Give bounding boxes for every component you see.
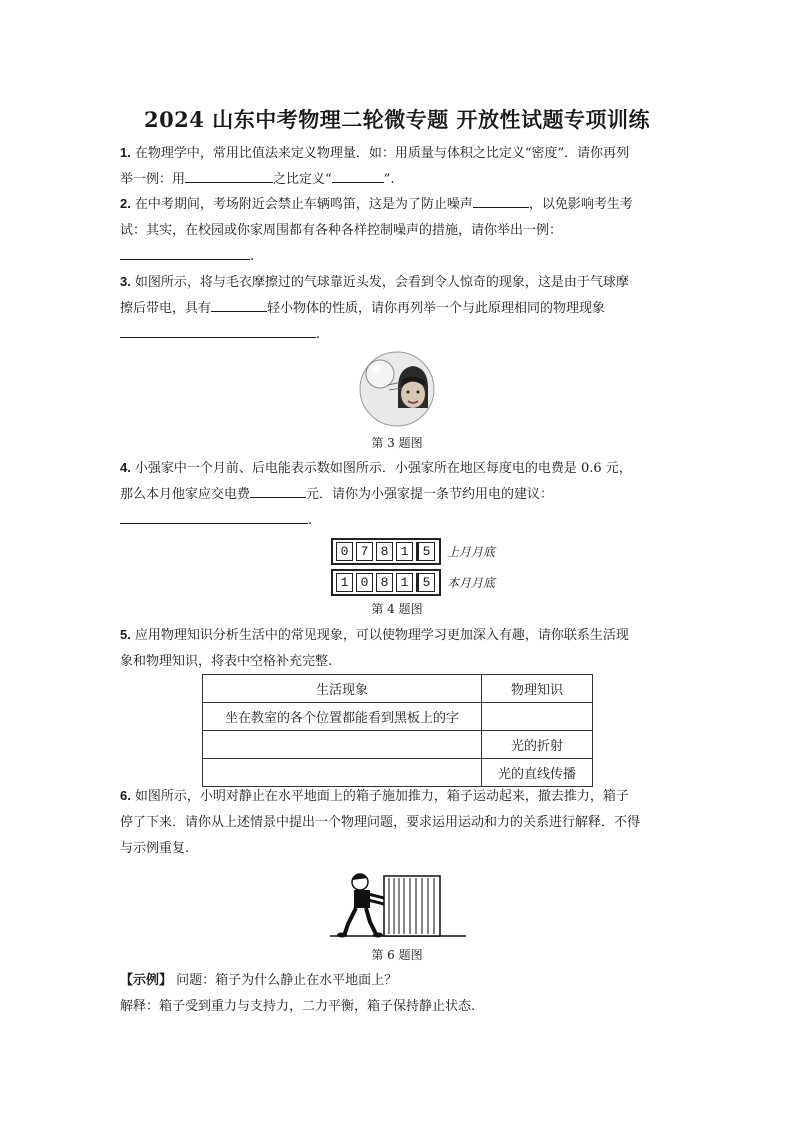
q6-line2: 停了下来．请你从上述情景中提出一个物理问题，要求运用运动和力的关系进行解释．不得 [120, 815, 641, 830]
meter-digit: 0 [336, 542, 353, 561]
answer-blank[interactable] [332, 168, 384, 183]
q1-line1: 在物理学中，常用比值法来定义物理量．如：用质量与体积之比定义“密度”．请你再列 [134, 146, 630, 161]
q1-line2c: ”. [383, 172, 395, 187]
meter-decimal-digit: 5 [416, 573, 435, 592]
question-1 [120, 140, 676, 193]
meter-decimal-digit: 5 [416, 542, 435, 561]
table-cell: 坐在教室的各个位置都能看到黑板上的字 [203, 703, 482, 731]
meter-digits [331, 538, 441, 565]
meter-digit: 1 [336, 573, 353, 592]
table-cell-blank[interactable] [203, 731, 482, 759]
meter-digit: 8 [376, 573, 393, 592]
question-4 [120, 455, 676, 534]
table-cell: 光的折射 [482, 731, 593, 759]
q1-line2a: 举一例：用 [120, 172, 186, 187]
question-number: 2. [120, 196, 131, 211]
meter-digit: 1 [396, 573, 413, 592]
q2-line3: . [250, 249, 255, 264]
boy-pushing-box-figure [330, 868, 466, 940]
answer-blank[interactable] [120, 245, 250, 260]
answer-blank[interactable] [185, 168, 273, 183]
table-cell-blank[interactable] [482, 703, 593, 731]
q4-line2a: 那么本月他家应交电费 [120, 487, 251, 502]
answer-blank[interactable] [120, 323, 316, 338]
phenomena-table [202, 674, 593, 787]
question-number: 1. [120, 145, 131, 160]
example-question: 问题：箱子为什么静止在水平地面上？ [176, 973, 398, 988]
table-header-row [203, 675, 593, 703]
q2-line1a: 在中考期间，考场附近会禁止车辆鸣笛，这是为了防止噪声 [134, 197, 473, 212]
meter-this-month [331, 569, 495, 596]
meter-digit: 8 [376, 542, 393, 561]
table-row [203, 703, 593, 731]
q2-line1b: ，以免影响考生考 [528, 197, 633, 212]
q4-line2b: 元．请你为小强家提一条节约用电的建议： [306, 487, 554, 502]
question-3 [120, 269, 676, 348]
table-header: 生活现象 [203, 675, 482, 703]
meter-digits [331, 569, 441, 596]
example-tag: 【示例】 [120, 973, 173, 988]
table-row [203, 731, 593, 759]
figure-caption: 第 4 题图 [371, 602, 423, 616]
q5-line2: 象和物理知识，将表中空格补充完整. [120, 654, 333, 669]
example-answer: 解释：箱子受到重力与支持力，二力平衡，箱子保持静止状态. [120, 999, 476, 1014]
meter-digit: 7 [356, 542, 373, 561]
q6-line3: 与示例重复. [120, 841, 190, 856]
figure-caption: 第 6 题图 [371, 948, 423, 962]
answer-blank[interactable] [250, 483, 306, 498]
table-cell: 光的直线传播 [482, 759, 593, 787]
balloon-hair-figure [358, 350, 436, 428]
meter-last-month [331, 538, 495, 565]
q2-line2: 试：其实，在校园或你家周围都有各种各样控制噪声的措施，请你举出一例： [120, 223, 563, 238]
question-5 [120, 622, 676, 675]
q5-line1: 应用物理知识分析生活中的常见现象，可以使物理学习更加深入有趣，请你联系生活现 [134, 628, 629, 643]
meter-digit: 0 [356, 573, 373, 592]
figure-caption: 第 3 题图 [371, 436, 423, 450]
question-number: 3. [120, 274, 131, 289]
question-6 [120, 783, 676, 862]
answer-blank[interactable] [211, 297, 267, 312]
meter-label: 本月月底 [447, 576, 496, 590]
answer-blank[interactable] [120, 509, 308, 524]
question-number: 5. [120, 627, 131, 642]
example-block [120, 968, 676, 1020]
page-title: 2024 山东中考物理二轮微专题 开放性试题专项训练 [143, 107, 651, 132]
question-2 [120, 191, 676, 270]
q1-line2b: 之比定义“ [273, 172, 332, 187]
question-number: 4. [120, 460, 131, 475]
q6-line1: 如图所示，小明对静止在水平地面上的箱子施加推力，箱子运动起来，撤去推力，箱子 [134, 789, 629, 804]
q3-line2a: 擦后带电，具有 [120, 301, 212, 316]
table-header: 物理知识 [482, 675, 593, 703]
q3-line3: . [316, 327, 321, 342]
q4-line3: . [308, 513, 313, 528]
q4-line1: 小强家中一个月前、后电能表示数如图所示．小强家所在地区每度电的电费是 0.6 元， [134, 461, 632, 476]
question-number: 6. [120, 788, 131, 803]
meter-label: 上月月底 [447, 545, 496, 559]
q3-line2b: 轻小物体的性质，请你再列举一个与此原理相同的物理现象 [267, 301, 606, 316]
q3-line1: 如图所示，将与毛衣摩擦过的气球靠近头发，会看到令人惊奇的现象，这是由于气球摩 [134, 275, 629, 290]
answer-blank[interactable] [473, 193, 529, 208]
meter-digit: 1 [396, 542, 413, 561]
